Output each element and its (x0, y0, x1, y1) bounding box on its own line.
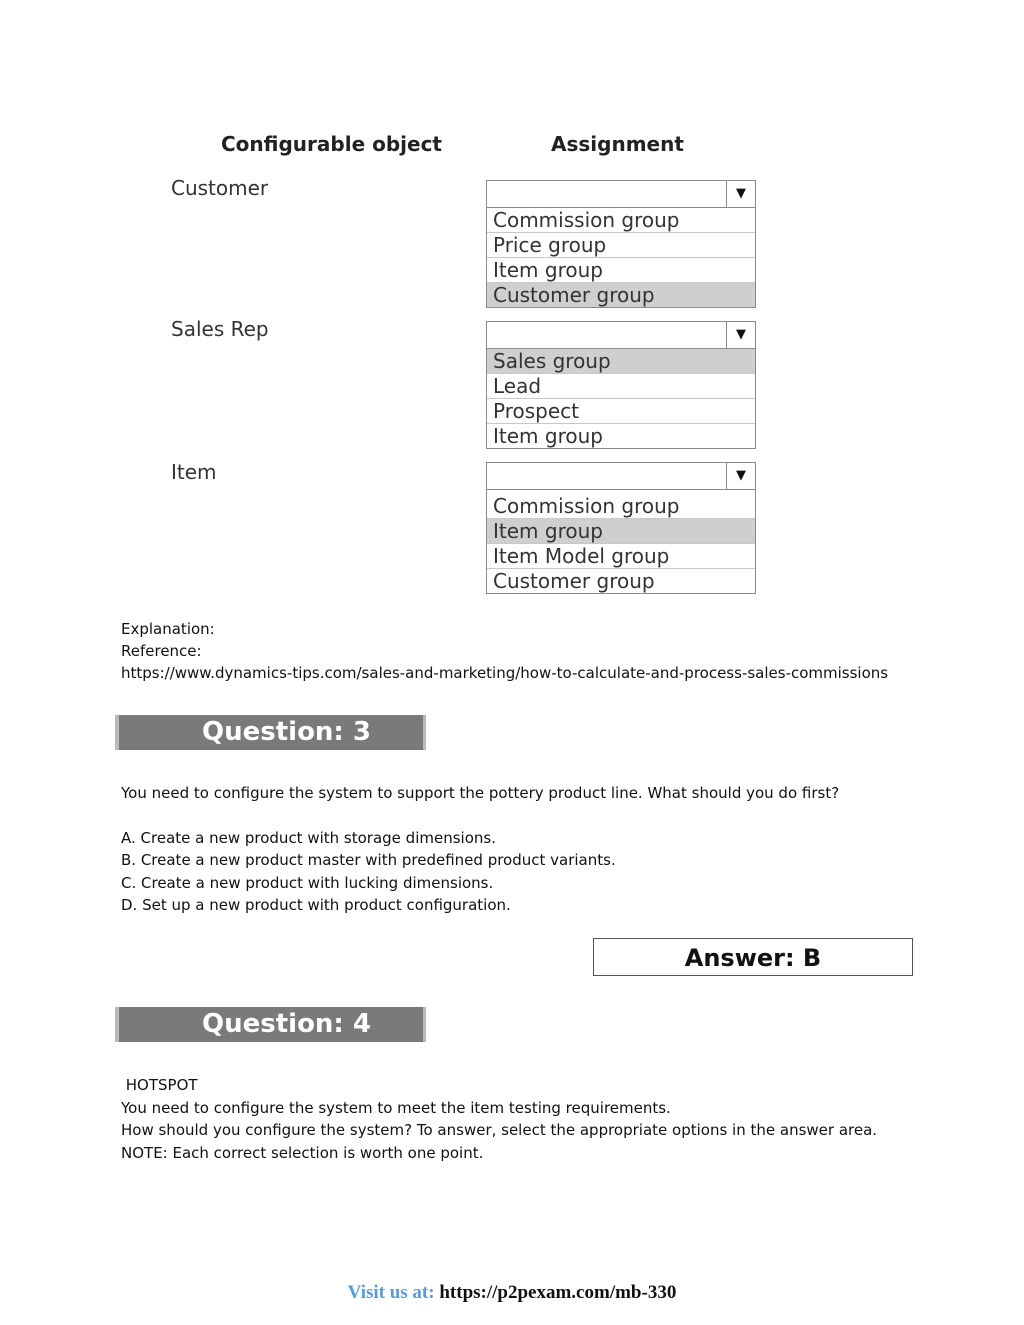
footer-visit-label: Visit us at: (347, 1282, 435, 1303)
question-4-text: You need to configure the system to meet the item testing requirements. (121, 1099, 671, 1117)
question-4-note: NOTE: Each correct selection is worth one point. (121, 1144, 484, 1162)
dropdown-option[interactable]: Item group (487, 423, 755, 448)
dropdown-option[interactable]: Commission group (493, 208, 680, 232)
column-header-assignment: Assignment (551, 132, 684, 156)
dropdown-header[interactable] (487, 181, 755, 208)
dropdown-header[interactable] (487, 463, 755, 490)
reference-url[interactable]: https://www.dynamics-tips.com/sales-and-marketing/how-to-calculate-and-process-sales-commissions (121, 664, 889, 682)
question-3-title: Question: 3 (202, 717, 371, 747)
assignment-dropdown-sales-rep[interactable] (486, 321, 756, 449)
question-4-banner (115, 1007, 426, 1042)
page-footer (0, 1282, 1024, 1304)
reference-label: Reference: (121, 642, 202, 660)
assignment-dropdown-customer[interactable] (486, 180, 756, 308)
dropdown-option[interactable]: Item group (487, 257, 755, 282)
object-label-sales-rep: Sales Rep (171, 317, 269, 341)
question-3-banner (115, 715, 426, 750)
answer-option-c: C. Create a new product with lucking dimensions. (121, 874, 494, 892)
dropdown-arrow-icon[interactable]: ▼ (726, 181, 755, 207)
object-label-item: Item (171, 460, 217, 484)
dropdown-arrow-icon[interactable]: ▼ (726, 463, 755, 489)
object-label-customer: Customer (171, 176, 269, 200)
question-4-title: Question: 4 (202, 1009, 371, 1039)
question-4-type: HOTSPOT (121, 1076, 198, 1094)
assignment-dropdown-item[interactable] (486, 462, 756, 594)
dropdown-options (487, 208, 755, 307)
dropdown-option[interactable]: Commission group (493, 494, 680, 518)
dropdown-option-selected[interactable]: Sales group (487, 349, 755, 373)
dropdown-option[interactable]: Prospect (487, 398, 755, 423)
answer-option-a: A. Create a new product with storage dimensions. (121, 829, 496, 847)
dropdown-option-selected[interactable]: Customer group (487, 282, 755, 307)
question-3-text: You need to configure the system to support the pottery product line. What should you do first? (121, 784, 840, 802)
answer-box: Answer: B (593, 938, 913, 976)
column-header-configurable-object: Configurable object (221, 132, 442, 156)
dropdown-options (487, 349, 755, 448)
dropdown-arrow-icon[interactable]: ▼ (726, 322, 755, 348)
question-4-instruction: How should you configure the system? To answer, select the appropriate options in the answer area. (121, 1121, 878, 1139)
dropdown-option[interactable]: Customer group (487, 568, 755, 593)
answer-option-b: B. Create a new product master with predefined product variants. (121, 851, 616, 869)
answer-option-d: D. Set up a new product with product configuration. (121, 896, 511, 914)
dropdown-option[interactable]: Item Model group (487, 543, 755, 568)
dropdown-options (487, 490, 755, 593)
dropdown-option[interactable]: Price group (487, 232, 755, 257)
dropdown-option[interactable]: Lead (487, 373, 755, 398)
footer-url[interactable]: https://p2pexam.com/mb-330 (439, 1282, 677, 1303)
dropdown-option-selected[interactable]: Item group (487, 518, 755, 543)
dropdown-header[interactable] (487, 322, 755, 349)
explanation-label: Explanation: (121, 620, 215, 638)
